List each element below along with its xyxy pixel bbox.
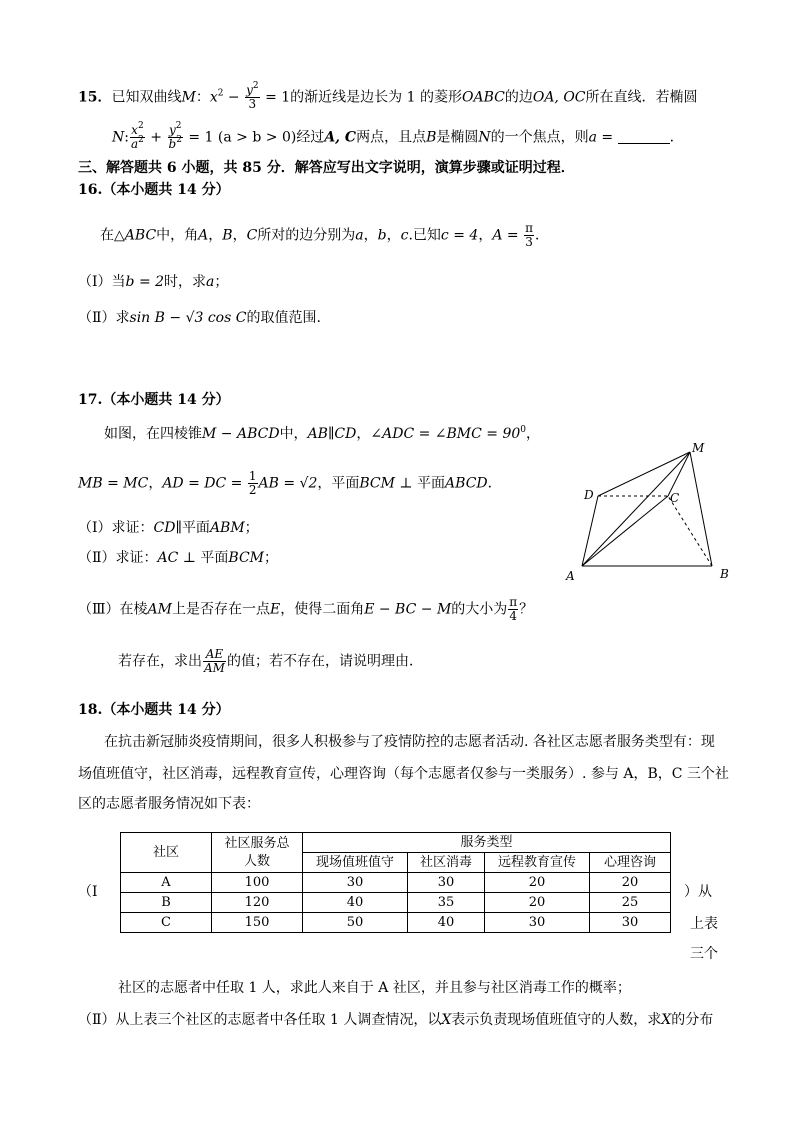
fraction: $\frac{1}{2}$ <box>248 469 257 497</box>
problem-18-para2: 场值班值守，社区消毒，远程教育宣传，心理咨询（每个志愿者仅参与一类服务）. 参与 A，B，C 三个社 <box>78 766 729 782</box>
type-header: 远程教育宣传 <box>485 853 590 873</box>
fraction: $\frac{\pi}{4}$ <box>509 595 518 623</box>
header-types: 服务类型 <box>303 833 671 853</box>
problem-17-stem2: MB = MC，AD = DC = $\frac{1}{2}$ AB = √2，平面BCM ⊥ 平面ABCD． <box>78 469 502 497</box>
problem-16-stem: 在△ABC中，角A，B，C所对的边分别为a，b，c.已知c = 4，A = $\frac{\pi}{3}$ ． <box>100 221 549 249</box>
problem-16-header: 16.（本小题共 14 分） <box>78 182 230 198</box>
answer-blank <box>618 129 670 144</box>
problem-15-line1: 15．已知双曲线M：$x^2$ − $\frac{y^2}{3}$ = 1的渐近线是边长为 1 的菱形OABC的边OA, OC所在直线．若椭圆 <box>78 81 698 111</box>
problem-17-header: 17.（本小题共 14 分） <box>78 392 230 408</box>
edge-AM <box>582 452 690 566</box>
header-total: 社区服务总 人数 <box>212 833 303 873</box>
problem-18-part1-rest: 社区的志愿者中任取 1 人，求此人来自于 A 社区，并且参与社区消毒工作的概率； <box>118 980 631 996</box>
problem-18-part1-right1: ）从 <box>684 884 712 900</box>
type-header: 心理咨询 <box>590 853 671 873</box>
problem-15-line2: N: $\frac{x^2}{a^2}$ + $\frac{y^2}{b^2}$ = 1 (a > b > 0)经过A, C两点，且点B是椭圆N的一个焦点，则a = ． <box>112 121 684 151</box>
problem-18-para1: 在抗击新冠肺炎疫情期间，很多人积极参与了疫情防控的志愿者活动. 各社区志愿者服务类型有：现 <box>104 734 715 750</box>
fraction: $\frac{x^2}{a^2}$ <box>130 121 144 151</box>
table-row: B 120 40 35 20 25 <box>121 893 671 913</box>
label-D: D <box>584 488 594 502</box>
problem-17-stem1: 如图，在四棱锥M − ABCD中，AB∥CD，∠ADC = ∠BMC = $90^0$， <box>104 425 541 442</box>
label-M: M <box>692 441 705 455</box>
problem-17-part1: （Ⅰ）求证：CD∥平面ABM； <box>78 520 259 536</box>
problem-18-header: 18.（本小题共 14 分） <box>78 702 230 718</box>
problem-18-part2: （Ⅱ）从上表三个社区的志愿者中各任取 1 人调查情况，以X表示负责现场值班值守的人数，求X的分布 <box>78 1012 714 1028</box>
fraction: $\frac{y^2}{b^2}$ <box>168 121 182 151</box>
problem-17-part3-cont: 若存在，求出 $\frac{AE}{AM}$ 的值；若不存在，请说明理由． <box>118 647 423 675</box>
problem-18-part1-left: （Ⅰ <box>78 884 98 900</box>
header-community: 社区 <box>121 833 212 873</box>
edge-CM <box>668 452 690 496</box>
type-header: 社区消毒 <box>408 853 485 873</box>
label-A: A <box>566 569 575 583</box>
problem-18-part1-right3: 三个 <box>690 946 718 962</box>
problem-18-para3: 区的志愿者服务情况如下表： <box>78 796 260 812</box>
problem-16-part2: （Ⅱ）求sin B − √3 cos C的取值范围. <box>78 310 321 326</box>
label-B: B <box>720 567 729 581</box>
problem-17-part2: （Ⅱ）求证：AC ⊥ 平面BCM； <box>78 550 279 566</box>
edge-AC <box>582 496 668 566</box>
problem-16-part1: （Ⅰ）当b = 2时，求a； <box>78 274 229 290</box>
type-header: 现场值班值守 <box>303 853 408 873</box>
problem-17-part3: （Ⅲ）在棱AM上是否存在一点E，使得二面角E − BC − M的大小为 $\frac{\pi}{4}$ ？ <box>78 595 534 623</box>
fraction: $\frac{\pi}{3}$ <box>525 221 533 249</box>
edge-DM <box>598 452 690 496</box>
fraction: $\frac{y^2}{3}$ <box>246 81 259 111</box>
fraction: $\frac{AE}{AM}$ <box>204 647 225 675</box>
volunteer-table <box>120 832 671 933</box>
table-row: A 100 30 30 20 20 <box>121 873 671 893</box>
label-C: C <box>670 491 680 505</box>
table-row: C 150 50 40 30 30 <box>121 913 671 933</box>
problem-18-part1-right2: 上表 <box>690 916 718 932</box>
section-3-heading: 三、解答题共 6 小题，共 85 分．解答应写出文字说明，演算步骤或证明过程． <box>78 160 575 176</box>
pyramid-figure <box>560 436 740 586</box>
